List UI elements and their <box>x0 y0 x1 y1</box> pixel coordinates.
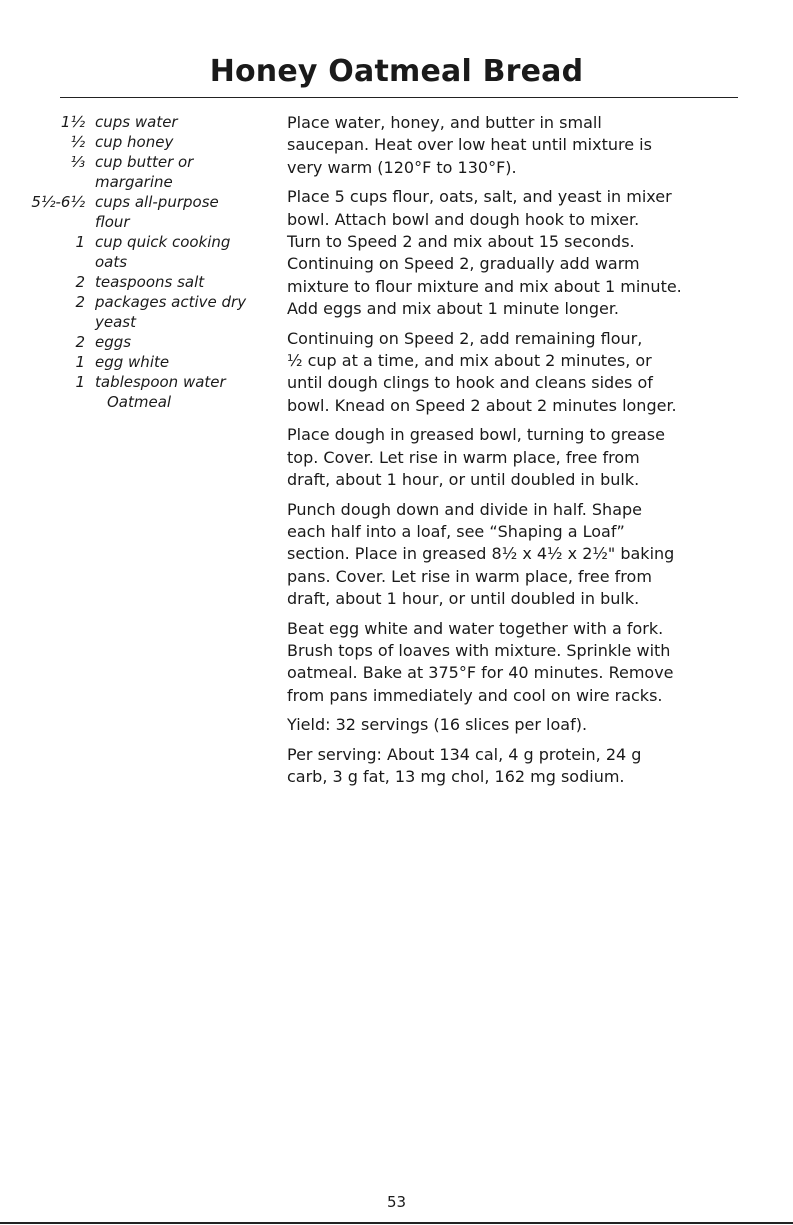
method-line: oatmeal. Bake at 375°F for 40 minutes. Remove <box>287 663 674 683</box>
method-line: mixture to flour mixture and mix about 1 minute. <box>287 276 682 296</box>
method-line: Turn to Speed 2 and mix about 15 seconds. <box>287 232 635 252</box>
ingredient-quantity: ½ <box>70 133 85 151</box>
method-line: Place dough in greased bowl, turning to grease <box>287 425 665 445</box>
method-line: draft, about 1 hour, or until doubled in bulk. <box>287 470 640 490</box>
title-divider <box>60 97 738 98</box>
method-paragraph <box>287 499 747 611</box>
ingredient-quantity: 5½-6½ <box>31 193 85 211</box>
ingredient-text-line: flour <box>95 213 130 231</box>
method-line: carb, 3 g fat, 13 mg chol, 162 mg sodium. <box>287 766 625 786</box>
ingredient-text <box>95 332 272 352</box>
method-line: Place 5 cups flour, oats, salt, and yeast in mixer <box>287 187 672 207</box>
ingredient-text-line: Oatmeal <box>107 393 172 411</box>
ingredient-text-line: oats <box>95 253 128 271</box>
ingredient-quantity: 2 <box>75 333 85 351</box>
ingredient-item <box>10 272 272 292</box>
method-line: Punch dough down and divide in half. Shape <box>287 499 642 519</box>
ingredient-item <box>10 372 272 392</box>
ingredient-text-line: yeast <box>95 313 136 331</box>
ingredient-item <box>10 152 272 192</box>
ingredient-text <box>95 272 272 292</box>
ingredient-item <box>10 232 272 272</box>
ingredient-text <box>95 112 272 132</box>
ingredient-text-line: teaspoons salt <box>95 273 205 291</box>
ingredient-quantity: 1½ <box>60 113 85 131</box>
ingredient-text <box>95 372 272 392</box>
method-line: ½ cup at a time, and mix about 2 minutes, or <box>287 351 652 371</box>
ingredient-item <box>10 132 272 152</box>
ingredient-text-line: cup butter or <box>95 153 194 171</box>
method-line: bowl. Attach bowl and dough hook to mixer. <box>287 209 640 229</box>
ingredient-quantity: ⅓ <box>70 153 85 171</box>
method-paragraph <box>287 714 747 736</box>
ingredient-item <box>10 192 272 232</box>
ingredient-text-line: margarine <box>95 173 173 191</box>
ingredient-text-line: tablespoon water <box>95 373 226 391</box>
method-line: Per serving: About 134 cal, 4 g protein, 24 g <box>287 744 642 764</box>
ingredient-text <box>95 232 272 272</box>
method-paragraph <box>287 112 747 179</box>
ingredient-list <box>10 112 272 412</box>
ingredient-quantity: 1 <box>75 233 85 251</box>
ingredient-text-line: eggs <box>95 333 132 351</box>
ingredient-quantity: 1 <box>75 373 85 391</box>
method-line: Continuing on Speed 2, gradually add warm <box>287 254 640 274</box>
method-line: saucepan. Heat over low heat until mixture is <box>287 135 652 155</box>
ingredient-quantity: 2 <box>75 273 85 291</box>
method-paragraph <box>287 744 747 789</box>
ingredient-text-line: cups water <box>95 113 178 131</box>
ingredient-text <box>95 292 272 332</box>
method-line: Continuing on Speed 2, add remaining flour, <box>287 328 643 348</box>
method-line: pans. Cover. Let rise in warm place, free from <box>287 566 652 586</box>
ingredient-text-line: cups all-purpose <box>95 193 219 211</box>
ingredient-item <box>10 352 272 372</box>
ingredient-item <box>10 332 272 352</box>
ingredient-item <box>10 392 272 412</box>
method-line: draft, about 1 hour, or until doubled in bulk. <box>287 589 640 609</box>
method-paragraph <box>287 186 747 320</box>
ingredient-item <box>10 292 272 332</box>
bottom-divider <box>0 1222 793 1224</box>
ingredient-text-line: cup quick cooking <box>95 233 231 251</box>
ingredient-text <box>95 152 272 192</box>
ingredient-text-line: packages active dry <box>95 293 247 311</box>
method-section <box>287 112 747 795</box>
method-paragraph <box>287 424 747 491</box>
ingredient-text-line: cup honey <box>95 133 174 151</box>
ingredient-text <box>95 352 272 372</box>
ingredient-text <box>107 392 272 412</box>
recipe-title: Honey Oatmeal Bread <box>209 54 584 89</box>
ingredient-quantity: 1 <box>75 353 85 371</box>
ingredient-quantity: 2 <box>75 293 85 311</box>
method-line: Beat egg white and water together with a fork. <box>287 618 664 638</box>
method-line: very warm (120°F to 130°F). <box>287 157 517 177</box>
method-line: Yield: 32 servings (16 slices per loaf). <box>287 715 588 735</box>
method-paragraph <box>287 328 747 418</box>
ingredient-text <box>95 132 272 152</box>
method-line: Place water, honey, and butter in small <box>287 113 602 132</box>
method-line: until dough clings to hook and cleans sides of <box>287 373 653 393</box>
ingredient-text <box>95 192 272 232</box>
method-line: Brush tops of loaves with mixture. Sprinkle with <box>287 640 671 660</box>
method-line: section. Place in greased 8½ x 4½ x 2½" baking <box>287 544 675 564</box>
method-paragraph <box>287 618 747 708</box>
method-line: top. Cover. Let rise in warm place, free from <box>287 447 640 467</box>
method-line: from pans immediately and cool on wire racks. <box>287 685 663 705</box>
method-line: bowl. Knead on Speed 2 about 2 minutes longer. <box>287 395 677 415</box>
page-number: 53 <box>386 1193 407 1211</box>
method-line: Add eggs and mix about 1 minute longer. <box>287 299 620 319</box>
ingredient-text-line: egg white <box>95 353 170 371</box>
ingredient-item <box>10 112 272 132</box>
method-line: each half into a loaf, see “Shaping a Loaf” <box>287 521 625 541</box>
